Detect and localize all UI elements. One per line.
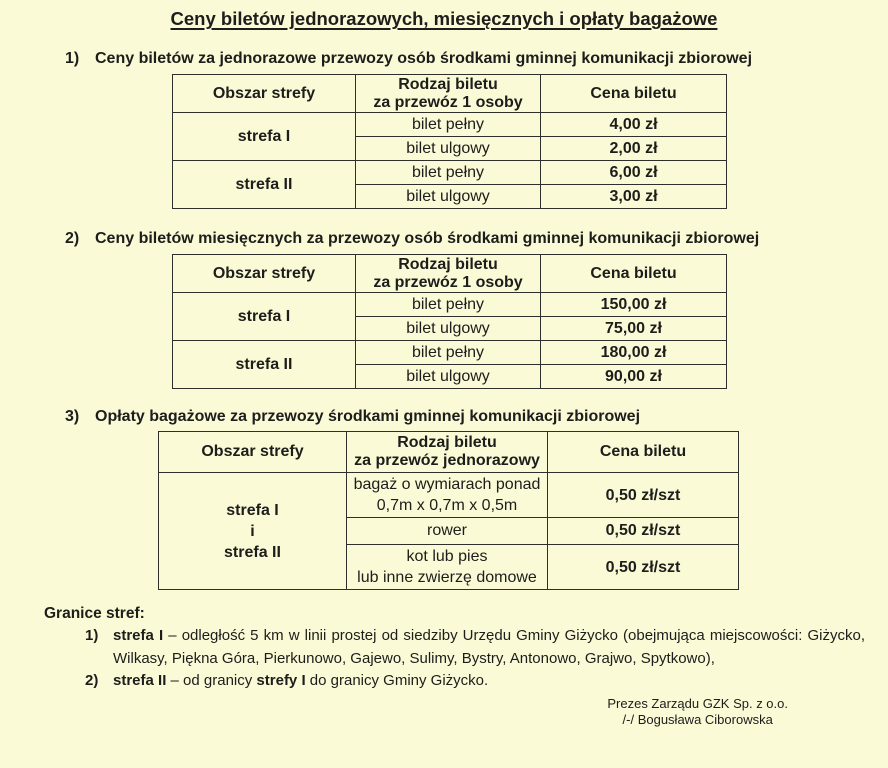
list-number: 2) <box>85 672 99 689</box>
price-cell: 0,50 zł/szt <box>548 545 739 590</box>
single-ticket-price-table <box>172 74 727 209</box>
table-header-row <box>173 75 727 113</box>
price-cell: 6,00 zł <box>541 161 727 185</box>
col-header-ticket-type: Rodzaj biletu za przewóz jednorazowy <box>347 432 548 473</box>
table-row <box>173 341 727 365</box>
zone-name-ref: strefy I <box>256 672 306 689</box>
zone-boundary-text <box>113 670 865 693</box>
zone-boundary-item-2 <box>85 670 888 693</box>
zone-name: strefa II <box>113 672 167 689</box>
price-cell: 3,00 zł <box>541 185 727 209</box>
col-header-zone: Obszar strefy <box>173 75 356 113</box>
ticket-type-cell: bilet pełny <box>356 341 541 365</box>
zone-cell: strefa I <box>173 113 356 161</box>
section-number: 1) <box>65 50 80 67</box>
section-title: Ceny biletów miesięcznych za przewozy osób środkami gminnej komunikacji zbiorowej <box>95 230 760 247</box>
price-cell: 2,00 zł <box>541 137 727 161</box>
col-header-price: Cena biletu <box>541 75 727 113</box>
zone-cell: strefa II <box>173 161 356 209</box>
page-title: Ceny biletów jednorazowych, miesięcznych i opłaty bagażowe <box>170 8 718 29</box>
monthly-ticket-price-table <box>172 254 727 389</box>
price-cell: 180,00 zł <box>541 341 727 365</box>
section-number: 2) <box>65 230 80 247</box>
list-number: 1) <box>85 627 99 644</box>
section-heading-baggage-fees <box>65 407 888 426</box>
zone-boundary-text <box>113 625 865 670</box>
col-header-zone: Obszar strefy <box>159 432 347 473</box>
zone-boundaries-heading: Granice stref: <box>44 605 145 622</box>
table-header-row <box>159 432 739 473</box>
ticket-type-cell: bilet ulgowy <box>356 137 541 161</box>
table-row <box>159 473 739 518</box>
baggage-type-cell: bagaż o wymiarach ponad 0,7m x 0,7m x 0,5m <box>347 473 548 518</box>
ticket-type-cell: bilet ulgowy <box>356 317 541 341</box>
section-title: Ceny biletów za jednorazowe przewozy osób środkami gminnej komunikacji zbiorowej <box>95 50 753 67</box>
col-header-ticket-type: Rodzaj biletu za przewóz 1 osoby <box>356 255 541 293</box>
section-heading-single-tickets <box>65 49 888 68</box>
signature-title: Prezes Zarządu GZK Sp. z o.o. <box>607 695 788 711</box>
zone-description: do granicy Gminy Giżycko. <box>305 672 489 689</box>
ticket-type-cell: bilet ulgowy <box>356 365 541 389</box>
ticket-type-cell: bilet pełny <box>356 293 541 317</box>
zone-description: – od granicy <box>166 672 257 689</box>
zone-description: – odległość 5 km w linii prostej od siedziby Urzędu Gminy Giżycko (obejmująca miejscowości: Giżycko, Wilkasy, Piękna Góra, Pierkunowo, Gajewo, Sulimy, Bystry, Antonowo, Grajwo, Spytkowo), <box>113 627 865 667</box>
price-cell: 150,00 zł <box>541 293 727 317</box>
ticket-type-cell: bilet ulgowy <box>356 185 541 209</box>
table-row <box>173 113 727 137</box>
signature-block <box>607 696 788 729</box>
zone-boundary-item-1 <box>85 625 888 670</box>
section-heading-monthly-tickets <box>65 229 888 248</box>
baggage-type-cell: rower <box>347 518 548 545</box>
zone-name: strefa I <box>113 627 164 644</box>
zone-cell: strefa II <box>173 341 356 389</box>
col-header-ticket-type: Rodzaj biletu za przewóz 1 osoby <box>356 75 541 113</box>
signature-name: /-/ Bogusława Ciborowska <box>622 712 773 727</box>
price-cell: 0,50 zł/szt <box>548 518 739 545</box>
table-row <box>173 293 727 317</box>
ticket-type-cell: bilet pełny <box>356 161 541 185</box>
ticket-type-cell: bilet pełny <box>356 113 541 137</box>
zone-cell: strefa I i strefa II <box>159 473 347 590</box>
price-cell: 90,00 zł <box>541 365 727 389</box>
price-cell: 4,00 zł <box>541 113 727 137</box>
baggage-type-cell: kot lub pies lub inne zwierzę domowe <box>347 545 548 590</box>
col-header-price: Cena biletu <box>541 255 727 293</box>
section-title: Opłaty bagażowe za przewozy środkami gminnej komunikacji zbiorowej <box>95 408 641 425</box>
table-row <box>173 161 727 185</box>
zone-cell: strefa I <box>173 293 356 341</box>
table-header-row <box>173 255 727 293</box>
col-header-price: Cena biletu <box>548 432 739 473</box>
baggage-fee-table <box>158 431 739 590</box>
col-header-zone: Obszar strefy <box>173 255 356 293</box>
price-cell: 75,00 zł <box>541 317 727 341</box>
price-cell: 0,50 zł/szt <box>548 473 739 518</box>
document-title-row <box>0 0 888 30</box>
section-number: 3) <box>65 408 80 425</box>
